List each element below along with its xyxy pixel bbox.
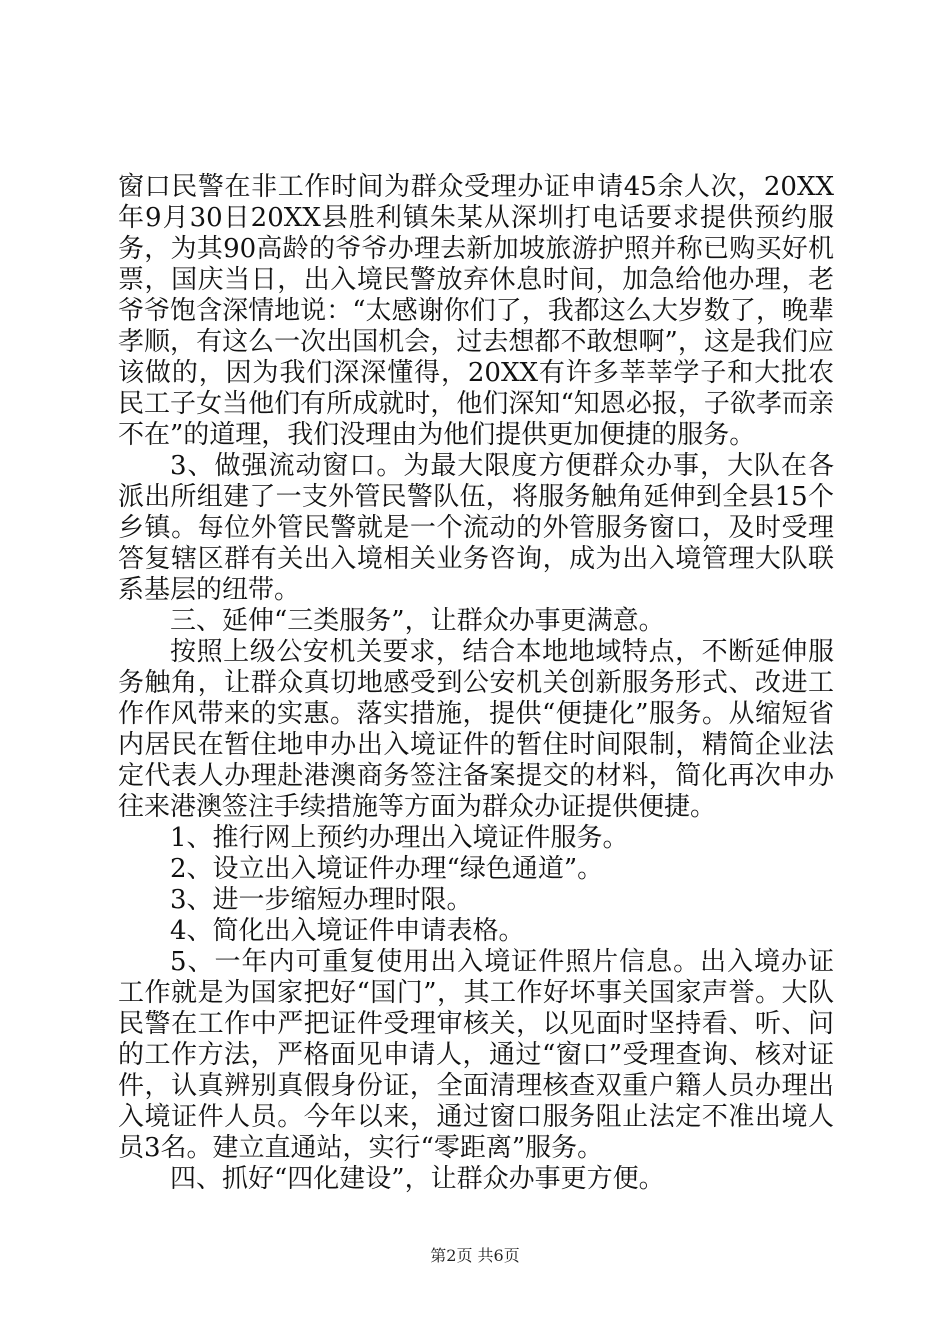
section-heading-four-constructions: 四、抓好“四化建设”，让群众办事更方便。 [170,1164,665,1194]
document-body [118,172,834,1195]
paragraph-service-extension: 按照上级公安机关要求，结合本地地域特点，不断延伸服务触角，让群众真切地感受到公安机关创新服务形式、改进工作作风带来的实惠。落实措施，提供“便捷化”服务。从缩短省内居民在暂住地申办出入境证件的暂住时间限制，精简企业法定代表人办理赴港澳商务签注备案提交的材料，简化再次申办往来港澳签注手续措施等方面为群众办证提供便捷。 [118,637,834,822]
list-item-online-booking: 1、推行网上预约办理出入境证件服务。 [170,823,629,853]
page-number-footer: 第2页 共6页 [430,1246,520,1265]
paragraph-continuation: 窗口民警在非工作时间为群众受理办证申请45余人次，20XX年9月30日20XX县胜利镇朱某从深圳打电话要求提供预约服务，为其90高龄的爷爷办理去新加坡旅游护照并称已购买好机票，国庆当日，出入境民警放弃休息时间，加急给他办理，老爷爷饱含深情地说：“太感谢你们了，我都这么大岁数了，晚辈孝顺，有这么一次出国机会，过去想都不敢想啊”，这是我们应该做的，因为我们深深懂得，20XX有许多莘莘学子和大批农民工子女当他们有所成就时，他们深知“知恩必报，子欲孝而亲不在”的道理，我们没理由为他们提供更加便捷的服务。 [118,172,834,450]
list-item-reuse-photos: 5、一年内可重复使用出入境证件照片信息。出入境办证工作就是为国家把好“国门”，其工作好坏事关国家声誉。大队民警在工作中严把证件受理审核关，以见面时坚持看、听、问的工作方法，严格面见申请人，通过“窗口”受理查询、核对证件，认真辨别真假身份证，全面清理核查双重户籍人员办理出入境证件人员。今年以来，通过窗口服务阻止法定不准出境人员3名。建立直通站，实行“零距离”服务。 [118,947,834,1163]
paragraph-mobile-window: 3、做强流动窗口。为最大限度方便群众办事，大队在各派出所组建了一支外管民警队伍，将服务触角延伸到全县15个乡镇。每位外管民警就是一个流动的外管服务窗口，及时受理答复辖区群有关出入境相关业务咨询，成为出入境管理大队联系基层的纽带。 [118,451,834,605]
section-heading-three-services: 三、延伸“三类服务”，让群众办事更满意。 [170,606,665,636]
list-item-simplify-forms: 4、简化出入境证件申请表格。 [170,916,525,946]
list-item-green-channel: 2、设立出入境证件办理“绿色通道”。 [170,854,604,884]
list-item-shorten-time: 3、进一步缩短办理时限。 [170,885,473,915]
